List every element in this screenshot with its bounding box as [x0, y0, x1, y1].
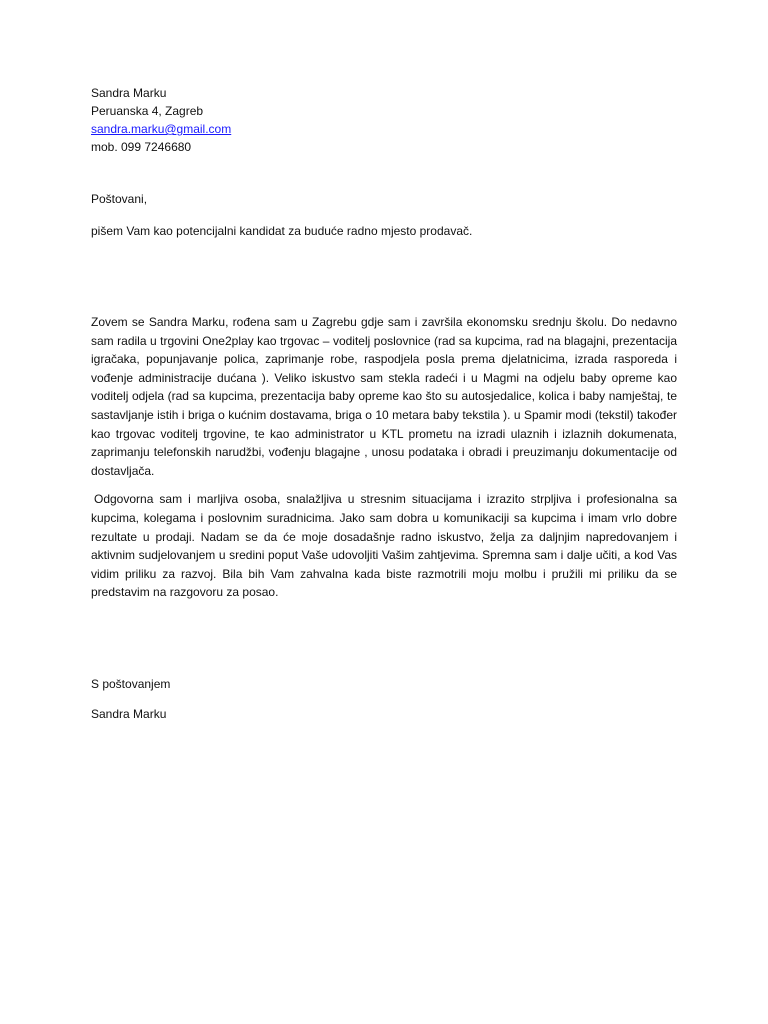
letter-paragraph-qualities: Odgovorna sam i marljiva osoba, snalažljiva u stresnim situacijama i izrazito strpljiva i profesionalna sa kupcima, kolegama i poslovnim suradnicima. Jako sam dobra u komunikaciji sa kupcima i imam vrlo dobre rezultate u prodaji. Nadam se da će moje dosadašnje radno iskustvo, želja za daljnjim napredovanjem i aktivnim sudjelovanjem u sredini poput Vaše udovoljiti Vašim zahtjevima. Spremna sam i dalje učiti, a kod Vas vidim priliku za razvoj. Bila bih Vam zahvalna kada biste razmotrili moju molbu i pružili mi priliku da se predstavim na razgovoru za posao.	[91, 492, 677, 600]
sender-name: Sandra Marku	[91, 86, 167, 100]
sender-phone: mob. 099 7246680	[91, 140, 192, 154]
letter-greeting: Poštovani,	[91, 192, 148, 206]
sender-address: Peruanska 4, Zagreb	[91, 104, 204, 118]
sender-email-line	[91, 120, 677, 138]
letter-signature: Sandra Marku	[91, 706, 167, 721]
letter-closing: S poštovanjem	[91, 676, 171, 691]
letter-body	[91, 84, 677, 723]
letter-paragraph-experience: Zovem se Sandra Marku, rođena sam u Zagrebu gdje sam i završila ekonomsku srednju školu. Do nedavno sam radila u trgovini One2play kao trgovac – voditelj poslovnice (rad sa kupcima, rad na blagajni, prezentacija igračaka, popunjavanje polica, zaprimanje robe, raspodjela posla prema djelatnicima, izrada rasporeda i vođenje administracije dućana ). Veliko iskustvo sam stekla radeći i u Magmi na odjelu baby opreme kao voditelj odjela (rad sa kupcima, prezentacija baby opreme kao što su autosjedalice, kolica i baby namještaj, te sastavljanje istih i briga o kućnim dostavama, briga o 10 metara baby tekstila ). u Spamir modi (tekstil) također kao trgovac voditelj trgovine, te kao administrator u KTL prometu na izradi ulaznih i izlaznih dokumenata, zaprimanju telefonskih narudžbi, vođenju blagajne , unosu podataka i obradi i preuzimanju dokumentacije od dostavljača.	[91, 315, 677, 478]
sender-block	[91, 84, 677, 156]
letter-intro: pišem Vam kao potencijalni kandidat za buduće radno mjesto prodavač.	[91, 224, 473, 238]
sender-email-link[interactable]: sandra.marku@gmail.com	[91, 122, 232, 136]
